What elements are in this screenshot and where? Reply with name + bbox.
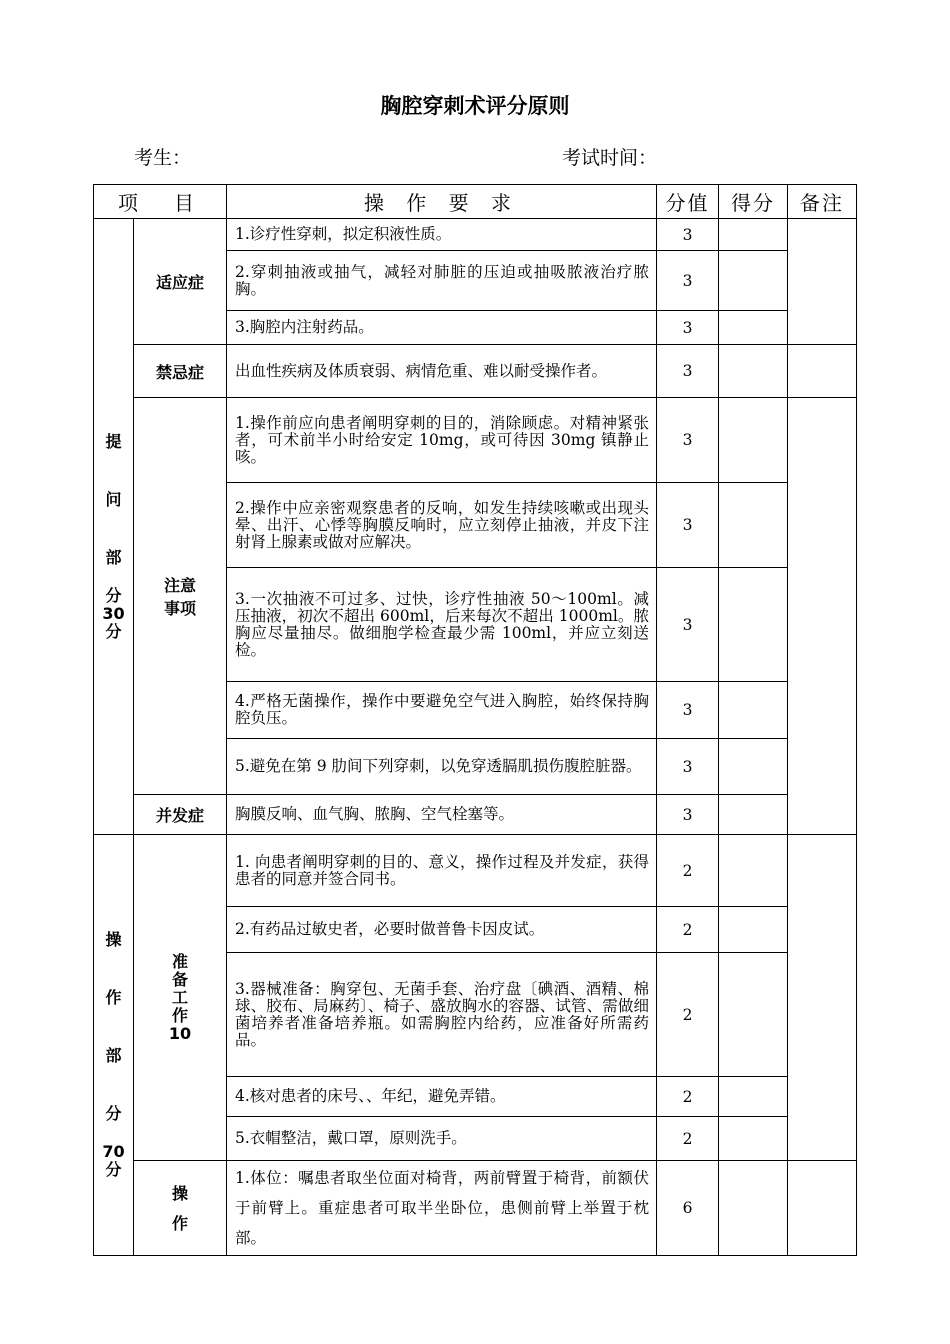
- col-header-points: 分值: [657, 185, 719, 219]
- requirement-cell: 3.器械准备：胸穿包、无菌手套、治疗盘〔碘酒、酒精、棉球、胶布、局麻药〕、椅子、盛放胸水的容器、试管、需做细菌培养者准备培养瓶。如需胸腔内给药，应准备好所需药品。: [227, 953, 657, 1077]
- score-input-cell[interactable]: [719, 251, 788, 311]
- score-input-cell[interactable]: [719, 568, 788, 682]
- points-cell: 3: [657, 311, 719, 345]
- requirement-cell: 1.诊疗性穿刺，拟定积液性质。: [227, 219, 657, 251]
- category-contraindications: 禁忌症: [134, 345, 227, 398]
- remarks-cell[interactable]: [788, 398, 857, 835]
- requirement-cell: 1.体位：嘱患者取坐位面对椅背，两前臂置于椅背，前额伏于前臂上。重症患者可取半坐卧位，患侧前臂上举置于枕部。: [227, 1161, 657, 1256]
- scoring-table: [93, 184, 857, 1256]
- points-cell: 3: [657, 682, 719, 739]
- score-input-cell[interactable]: [719, 739, 788, 795]
- score-input-cell[interactable]: [719, 1117, 788, 1161]
- requirement-cell: 2.穿刺抽液或抽气，减轻对肺脏的压迫或抽吸脓液治疗脓胸。: [227, 251, 657, 311]
- requirement-cell: 2.操作中应亲密观察患者的反响，如发生持续咳嗽或出现头晕、出汗、心悸等胸膜反响时，应立刻停止抽液，并皮下注射肾上腺素或做对应解决。: [227, 483, 657, 568]
- score-input-cell[interactable]: [719, 795, 788, 835]
- category-preparation: 准 备 工 作 10: [134, 835, 227, 1161]
- requirement-cell: 3.胸腔内注射药品。: [227, 311, 657, 345]
- requirement-cell: 3.一次抽液不可过多、过快，诊疗性抽液 50～100ml。减压抽液，初次不超出 600ml，后来每次不超出 1000ml。脓胸应尽量抽尽。做细胞学检查最少需 100ml，并应立刻送检。: [227, 568, 657, 682]
- requirement-cell: 4.严格无菌操作，操作中要避免空气进入胸腔，始终保持胸腔负压。: [227, 682, 657, 739]
- exam-time-label: 考试时间：: [562, 147, 658, 169]
- table-row: [94, 219, 857, 251]
- requirement-cell: 2.有药品过敏史者，必要时做普鲁卡因皮试。: [227, 907, 657, 953]
- category-precautions: 注意 事项: [134, 398, 227, 795]
- requirement-cell: 胸膜反响、血气胸、脓胸、空气栓塞等。: [227, 795, 657, 835]
- table-row: [94, 795, 857, 835]
- score-input-cell[interactable]: [719, 219, 788, 251]
- score-input-cell[interactable]: [719, 1161, 788, 1256]
- table-row: [94, 1161, 857, 1256]
- points-cell: 3: [657, 483, 719, 568]
- points-cell: 3: [657, 345, 719, 398]
- score-input-cell[interactable]: [719, 345, 788, 398]
- category-operation: 操 作: [134, 1161, 227, 1256]
- points-cell: 3: [657, 398, 719, 483]
- points-cell: 3: [657, 219, 719, 251]
- score-input-cell[interactable]: [719, 835, 788, 907]
- points-cell: 3: [657, 568, 719, 682]
- points-cell: 2: [657, 1117, 719, 1161]
- score-input-cell[interactable]: [719, 907, 788, 953]
- requirement-cell: 5.避免在第 9 肋间下列穿刺，以免穿透膈肌损伤腹腔脏器。: [227, 739, 657, 795]
- remarks-cell[interactable]: [788, 835, 857, 1161]
- section-label-ask: 提 问 部 分 30 分: [94, 219, 134, 835]
- requirement-cell: 1.操作前应向患者阐明穿刺的目的，消除顾虑。对精神紧张者，可术前半小时给安定 10mg，或可待因 30mg 镇静止咳。: [227, 398, 657, 483]
- table-row: [94, 835, 857, 907]
- score-input-cell[interactable]: [719, 311, 788, 345]
- points-cell: 3: [657, 739, 719, 795]
- col-header-remarks: 备注: [788, 185, 857, 219]
- category-complications: 并发症: [134, 795, 227, 835]
- table-header-row: [94, 185, 857, 219]
- points-cell: 3: [657, 795, 719, 835]
- points-cell: 2: [657, 953, 719, 1077]
- remarks-cell[interactable]: [788, 345, 857, 398]
- requirement-cell: 1. 向患者阐明穿刺的目的、意义，操作过程及并发症，获得患者的同意并签合同书。: [227, 835, 657, 907]
- table-row: [94, 398, 857, 483]
- score-input-cell[interactable]: [719, 483, 788, 568]
- requirement-cell: 5.衣帽整洁，戴口罩，原则洗手。: [227, 1117, 657, 1161]
- points-cell: 2: [657, 835, 719, 907]
- requirement-cell: 出血性疾病及体质衰弱、病情危重、难以耐受操作者。: [227, 345, 657, 398]
- section-label-operation: 操 作 部 分 70 分: [94, 835, 134, 1256]
- requirement-cell: 4.核对患者的床号、、年纪，避免弄错。: [227, 1077, 657, 1117]
- table-row: [94, 345, 857, 398]
- remarks-cell[interactable]: [788, 1161, 857, 1256]
- points-cell: 6: [657, 1161, 719, 1256]
- score-input-cell[interactable]: [719, 682, 788, 739]
- remarks-cell[interactable]: [788, 219, 857, 345]
- category-indications: 适应症: [134, 219, 227, 345]
- points-cell: 2: [657, 907, 719, 953]
- score-input-cell[interactable]: [719, 953, 788, 1077]
- col-header-requirement: 操 作 要 求: [227, 185, 657, 219]
- points-cell: 2: [657, 1077, 719, 1117]
- points-cell: 3: [657, 251, 719, 311]
- col-header-item: 项 目: [94, 185, 227, 219]
- score-input-cell[interactable]: [719, 398, 788, 483]
- col-header-score: 得分: [719, 185, 788, 219]
- examinee-label: 考生：: [134, 147, 192, 169]
- document-title: 胸腔穿刺术评分原则: [380, 94, 570, 118]
- score-input-cell[interactable]: [719, 1077, 788, 1117]
